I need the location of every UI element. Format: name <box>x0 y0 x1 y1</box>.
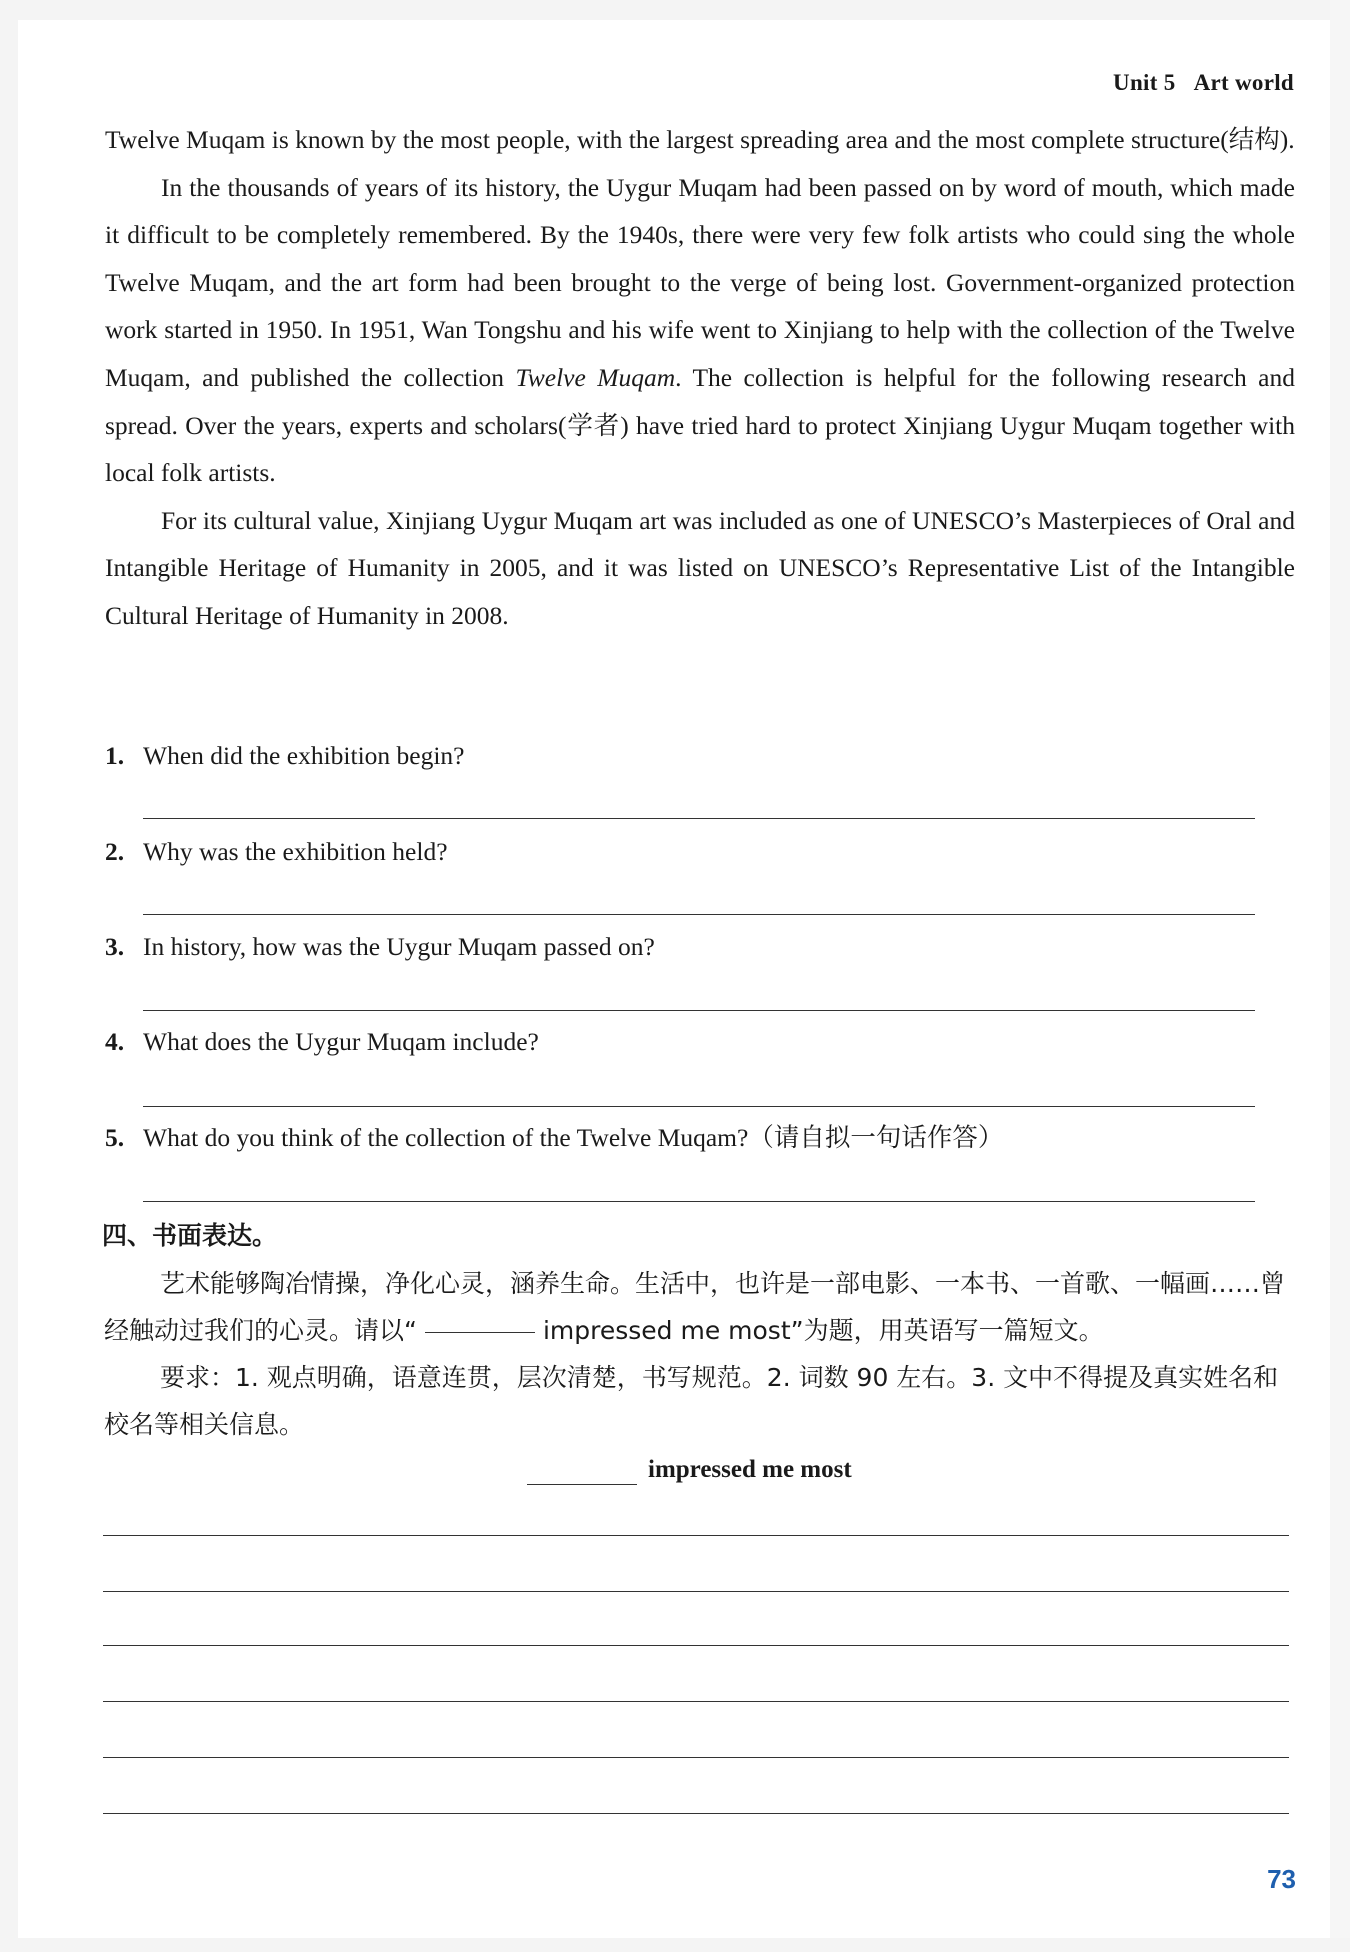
inline-blank <box>425 1332 535 1333</box>
unit-title: Art world <box>1193 70 1294 95</box>
writing-line-4[interactable] <box>103 1701 1289 1702</box>
question-text: Why was the exhibition held? <box>143 837 448 866</box>
answer-line-1[interactable] <box>143 818 1255 819</box>
answer-line-5[interactable] <box>143 1201 1255 1202</box>
reading-passage <box>105 116 1295 640</box>
answer-line-2[interactable] <box>143 914 1255 915</box>
writing-line-1[interactable] <box>103 1535 1289 1536</box>
question-1 <box>105 740 1295 772</box>
question-2 <box>105 836 1295 868</box>
essay-title-blank[interactable] <box>527 1484 637 1485</box>
task-intro: 艺术能够陶冶情操，净化心灵，涵养生命。生活中，也许是一部电影、一本书、一首歌、一幅画……曾经触动过我们的心灵。请以“ impressed me most”为题，用英语写一篇短文。 <box>104 1269 1286 1345</box>
question-text: When did the exhibition begin? <box>143 741 465 770</box>
question-number: 1. <box>105 741 125 770</box>
essay-title: impressed me most <box>648 1456 852 1483</box>
answer-line-3[interactable] <box>143 1010 1255 1011</box>
answer-line-4[interactable] <box>143 1106 1255 1107</box>
question-number: 3. <box>105 932 125 961</box>
writing-task <box>104 1260 1296 1448</box>
question-number: 5. <box>105 1123 125 1152</box>
writing-line-6[interactable] <box>103 1813 1289 1814</box>
writing-line-3[interactable] <box>103 1645 1289 1646</box>
question-number: 2. <box>105 837 125 866</box>
unit-label: Unit 5 <box>1113 70 1176 95</box>
collection-title: Twelve Muqam <box>515 362 676 392</box>
question-5 <box>105 1122 1295 1154</box>
page-number: 73 <box>1267 1864 1296 1894</box>
question-text: What does the Uygur Muqam include? <box>143 1027 539 1056</box>
question-text: What do you think of the collection of the Twelve Muqam?（请自拟一句话作答） <box>143 1123 1004 1152</box>
writing-line-2[interactable] <box>103 1591 1289 1592</box>
task-requirements: 要求：1. 观点明确，语意连贯，层次清楚，书写规范。2. 词数 90 左右。3. 文中不得提及真实姓名和校名等相关信息。 <box>104 1363 1279 1439</box>
question-number: 4. <box>105 1027 125 1056</box>
passage-paragraph-3: For its cultural value, Xinjiang Uygur Muqam art was included as one of UNESCO’s Masterpieces of Oral and Intangible Heritage of Humanity in 2005, and it was listed on UNESCO’s Representative List of the Intangible Cultural Heritage of Humanity in 2008. <box>105 505 1295 630</box>
question-text: In history, how was the Uygur Muqam passed on? <box>143 932 655 961</box>
writing-line-5[interactable] <box>103 1757 1289 1758</box>
question-4 <box>105 1026 1295 1058</box>
passage-paragraph-1: Twelve Muqam is known by the most people, with the largest spreading area and the most complete structure(结构). <box>105 125 1295 154</box>
section-heading: 四、书面表达。 <box>102 1221 278 1250</box>
passage-paragraph-2: In the thousands of years of its history, the Uygur Muqam had been passed on by word of mouth, which made it difficult to be completely remembered. By the 1940s, there were very few folk artists who could sing the whole Twelve Muqam, and the art form had been brought to the verge of being lost. Government-organized protection work started in 1950. In 1951, Wan Tongshu and his wife went to Xinjiang to help with the collection of the Twelve Muqam, and published the collection Twelve Muqam. The collection is helpful for the following research and spread. Over the years, experts and scholars(学者) have tried hard to protect Xinjiang Uygur Muqam together with local folk artists. <box>105 172 1295 488</box>
question-3 <box>105 931 1295 963</box>
running-header <box>1095 70 1294 96</box>
